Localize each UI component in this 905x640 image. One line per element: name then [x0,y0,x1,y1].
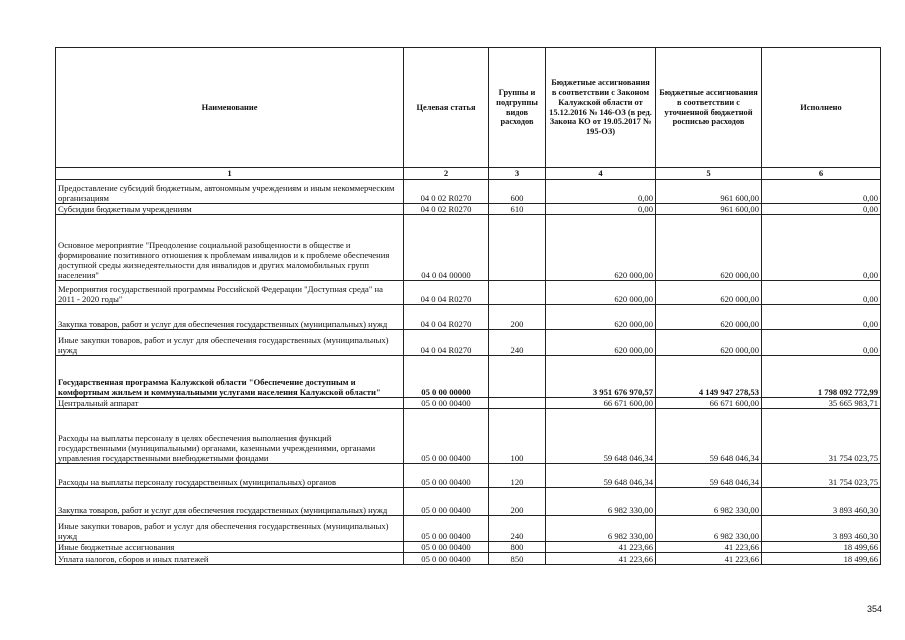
row-law-allocation: 6 982 330,00 [546,516,656,542]
table-row [56,180,881,204]
column-number: 3 [489,168,546,180]
row-executed: 18 499,66 [762,542,881,553]
header-target-article: Целевая статья [404,48,489,168]
row-executed: 0,00 [762,330,881,356]
row-expense-group [489,398,546,409]
row-target-article: 05 0 00 00400 [404,516,489,542]
row-target-article: 04 0 02 R0270 [404,180,489,204]
column-number: 6 [762,168,881,180]
row-target-article: 04 0 04 00000 [404,215,489,281]
row-refined-allocation: 961 600,00 [656,204,762,215]
row-expense-group: 100 [489,409,546,464]
row-law-allocation: 620 000,00 [546,215,656,281]
row-executed: 31 754 023,75 [762,464,881,488]
table-row [56,204,881,215]
row-expense-group: 240 [489,516,546,542]
column-number: 1 [56,168,404,180]
row-expense-group [489,356,546,398]
table-row [56,398,881,409]
row-name: Расходы на выплаты персоналу в целях обеспечения выполнения функций государственными (муниципальными) органами, казенными учреждениями, органами управления государственными внебюджетными фондами [56,409,404,464]
row-refined-allocation: 620 000,00 [656,215,762,281]
header-name: Наименование [56,48,404,168]
table-row [56,464,881,488]
row-expense-group: 200 [489,305,546,330]
row-executed: 1 798 092 772,99 [762,356,881,398]
row-target-article: 05 0 00 00400 [404,409,489,464]
table-row [56,409,881,464]
row-refined-allocation: 59 648 046,34 [656,409,762,464]
budget-table [55,47,881,565]
row-name: Расходы на выплаты персоналу государственных (муниципальных) органов [56,464,404,488]
row-target-article: 04 0 04 R0270 [404,305,489,330]
row-refined-allocation: 4 149 947 278,53 [656,356,762,398]
table-body [56,180,881,565]
row-refined-allocation: 6 982 330,00 [656,516,762,542]
row-target-article: 05 0 00 00400 [404,542,489,553]
row-law-allocation: 41 223,66 [546,542,656,553]
row-expense-group: 850 [489,553,546,565]
table-row [56,516,881,542]
row-law-allocation: 3 951 676 970,57 [546,356,656,398]
row-target-article: 05 0 00 00400 [404,553,489,565]
row-executed: 31 754 023,75 [762,409,881,464]
row-law-allocation: 0,00 [546,180,656,204]
row-executed: 3 893 460,30 [762,516,881,542]
row-name: Уплата налогов, сборов и иных платежей [56,553,404,565]
row-name: Основное мероприятие "Преодоление социальной разобщенности в обществе и формирование позитивного отношения к проблемам инвалидов и к проблеме обеспечения доступной среды жизнедеятельности для инвалидов и других маломобильных групп населения" [56,215,404,281]
row-refined-allocation: 961 600,00 [656,180,762,204]
row-target-article: 05 0 00 00400 [404,464,489,488]
row-executed: 3 893 460,30 [762,488,881,516]
row-law-allocation: 59 648 046,34 [546,409,656,464]
table-row [56,330,881,356]
row-expense-group [489,215,546,281]
row-target-article: 05 0 00 00400 [404,488,489,516]
row-name: Иные бюджетные ассигнования [56,542,404,553]
row-expense-group: 610 [489,204,546,215]
row-name: Субсидии бюджетным учреждениям [56,204,404,215]
row-target-article: 05 0 00 00400 [404,398,489,409]
row-executed: 18 499,66 [762,553,881,565]
table-row [56,542,881,553]
row-target-article: 04 0 04 R0270 [404,281,489,305]
row-refined-allocation: 620 000,00 [656,305,762,330]
row-refined-allocation: 620 000,00 [656,330,762,356]
row-target-article: 04 0 04 R0270 [404,330,489,356]
row-expense-group: 200 [489,488,546,516]
row-name: Закупка товаров, работ и услуг для обеспечения государственных (муниципальных) нужд [56,488,404,516]
row-name: Иные закупки товаров, работ и услуг для обеспечения государственных (муниципальных) нужд [56,330,404,356]
row-law-allocation: 66 671 600,00 [546,398,656,409]
header-refined-allocations: Бюджетные ассигнования в соответствии с уточненной бюджетной росписью расходов [656,48,762,168]
row-executed: 0,00 [762,215,881,281]
row-executed: 0,00 [762,180,881,204]
row-refined-allocation: 41 223,66 [656,542,762,553]
column-number: 2 [404,168,489,180]
header-law-allocations: Бюджетные ассигнования в соответствии с Законом Калужской области от 15.12.2016 № 146-ОЗ (в ред. Закона КО от 19.05.2017 № 195-ОЗ) [546,48,656,168]
table-row [56,305,881,330]
row-law-allocation: 41 223,66 [546,553,656,565]
row-expense-group: 800 [489,542,546,553]
row-expense-group: 120 [489,464,546,488]
column-number: 4 [546,168,656,180]
row-expense-group: 240 [489,330,546,356]
row-executed: 35 665 983,71 [762,398,881,409]
row-executed: 0,00 [762,281,881,305]
row-executed: 0,00 [762,305,881,330]
row-executed: 0,00 [762,204,881,215]
table-row [56,356,881,398]
row-law-allocation: 0,00 [546,204,656,215]
row-target-article: 04 0 02 R0270 [404,204,489,215]
row-refined-allocation: 6 982 330,00 [656,488,762,516]
row-refined-allocation: 59 648 046,34 [656,464,762,488]
row-target-article: 05 0 00 00000 [404,356,489,398]
header-executed: Исполнено [762,48,881,168]
column-number: 5 [656,168,762,180]
row-expense-group: 600 [489,180,546,204]
row-law-allocation: 59 648 046,34 [546,464,656,488]
table-row [56,281,881,305]
row-name: Государственная программа Калужской области "Обеспечение доступным и комфортным жильем и коммунальными услугами населения Калужской области" [56,356,404,398]
row-law-allocation: 6 982 330,00 [546,488,656,516]
row-name: Иные закупки товаров, работ и услуг для обеспечения государственных (муниципальных) нужд [56,516,404,542]
table-row [56,215,881,281]
page-number: 354 [867,604,883,614]
row-name: Центральный аппарат [56,398,404,409]
row-name: Предоставление субсидий бюджетным, автономным учреждениям и иным некоммерческим организациям [56,180,404,204]
row-law-allocation: 620 000,00 [546,305,656,330]
row-name: Закупка товаров, работ и услуг для обеспечения государственных (муниципальных) нужд [56,305,404,330]
row-refined-allocation: 41 223,66 [656,553,762,565]
table-row [56,553,881,565]
row-refined-allocation: 66 671 600,00 [656,398,762,409]
table-row [56,488,881,516]
row-refined-allocation: 620 000,00 [656,281,762,305]
row-name: Мероприятия государственной программы Российской Федерации "Доступная среда" на 2011 - 2020 годы" [56,281,404,305]
header-expense-groups: Группы и подгруппы видов расходов [489,48,546,168]
row-expense-group [489,281,546,305]
row-law-allocation: 620 000,00 [546,330,656,356]
row-law-allocation: 620 000,00 [546,281,656,305]
